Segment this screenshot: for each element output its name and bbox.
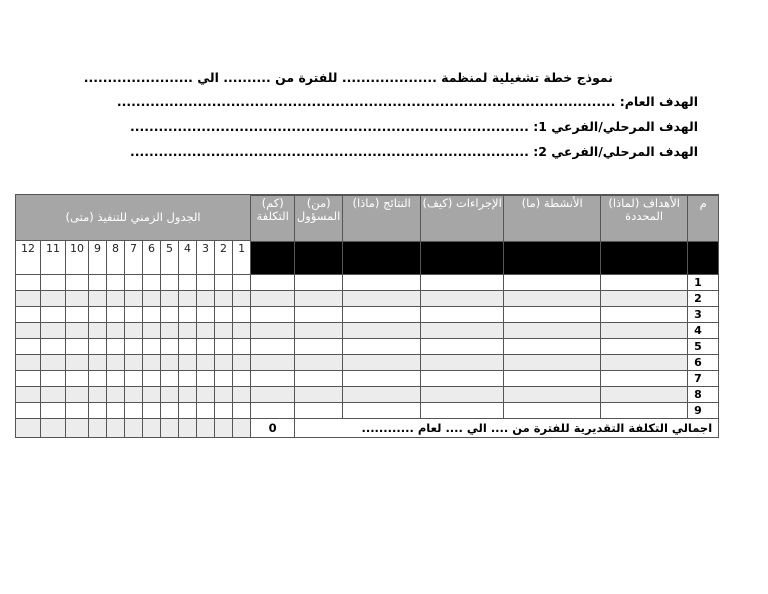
activities-header: (ما) الأنشطة — [504, 195, 601, 275]
schedule-header: (متى) الجدول الزمني للتنفيذ — [16, 195, 251, 241]
schedule-cell[interactable] — [143, 355, 161, 371]
plan-cell[interactable] — [251, 355, 295, 371]
plan-cell[interactable] — [295, 307, 343, 323]
schedule-cell[interactable] — [161, 307, 179, 323]
plan-cell[interactable] — [601, 403, 688, 419]
plan-cell[interactable] — [421, 403, 504, 419]
schedule-cell[interactable] — [215, 403, 233, 419]
schedule-cell[interactable] — [143, 387, 161, 403]
schedule-cell[interactable] — [41, 291, 66, 307]
total-row — [16, 419, 719, 438]
schedule-cell[interactable] — [125, 339, 143, 355]
schedule-cell[interactable] — [143, 371, 161, 387]
schedule-cell — [66, 419, 89, 438]
plan-cell[interactable] — [251, 339, 295, 355]
schedule-cell[interactable] — [125, 371, 143, 387]
plan-cell[interactable] — [343, 275, 421, 291]
schedule-cell[interactable] — [179, 403, 197, 419]
schedule-cell[interactable] — [89, 339, 107, 355]
schedule-cell[interactable] — [143, 339, 161, 355]
plan-cell[interactable] — [343, 387, 421, 403]
schedule-cell[interactable] — [179, 323, 197, 339]
plan-cell[interactable] — [504, 339, 601, 355]
schedule-cell[interactable] — [233, 291, 251, 307]
schedule-cell[interactable] — [16, 387, 41, 403]
row-number: 9 — [688, 403, 719, 419]
schedule-cell[interactable] — [66, 323, 89, 339]
schedule-cell[interactable] — [125, 403, 143, 419]
plan-cell[interactable] — [251, 387, 295, 403]
plan-cell[interactable] — [251, 323, 295, 339]
schedule-cell[interactable] — [215, 387, 233, 403]
month-cell: 3 — [197, 241, 215, 275]
schedule-cell[interactable] — [143, 291, 161, 307]
schedule-cell[interactable] — [143, 307, 161, 323]
plan-cell[interactable] — [601, 291, 688, 307]
sub-goal-2-line: الهدف المرحلي/الفرعي 2: .................................................................................... — [129, 144, 698, 159]
total-cost-label: اجمالي التكلفة التقديرية للفترة من .... الي .... لعام ............ — [295, 419, 719, 438]
schedule-cell[interactable] — [107, 371, 125, 387]
schedule-cell[interactable] — [41, 355, 66, 371]
schedule-cell[interactable] — [41, 275, 66, 291]
plan-cell[interactable] — [504, 291, 601, 307]
results-header: (ماذا) النتائج — [343, 195, 421, 275]
index-header: م — [688, 195, 719, 275]
schedule-cell[interactable] — [161, 403, 179, 419]
schedule-cell[interactable] — [125, 275, 143, 291]
month-cell: 4 — [179, 241, 197, 275]
schedule-cell[interactable] — [16, 307, 41, 323]
general-goal-line: الهدف العام: ......................................................................................................... — [116, 94, 698, 109]
plan-cell[interactable] — [421, 355, 504, 371]
schedule-cell[interactable] — [143, 323, 161, 339]
schedule-cell[interactable] — [179, 355, 197, 371]
month-cell: 5 — [161, 241, 179, 275]
schedule-cell[interactable] — [161, 371, 179, 387]
schedule-cell[interactable] — [107, 339, 125, 355]
row-number: 5 — [688, 339, 719, 355]
plan-cell[interactable] — [295, 403, 343, 419]
schedule-cell[interactable] — [161, 291, 179, 307]
plan-cell[interactable] — [251, 403, 295, 419]
schedule-cell — [16, 419, 41, 438]
table-row — [16, 323, 719, 339]
table-row — [16, 339, 719, 355]
schedule-cell[interactable] — [16, 323, 41, 339]
month-cell: 6 — [143, 241, 161, 275]
schedule-cell[interactable] — [125, 323, 143, 339]
schedule-cell[interactable] — [41, 403, 66, 419]
plan-cell[interactable] — [251, 291, 295, 307]
schedule-cell[interactable] — [107, 355, 125, 371]
schedule-cell[interactable] — [197, 291, 215, 307]
schedule-cell — [161, 419, 179, 438]
plan-cell[interactable] — [343, 323, 421, 339]
schedule-cell[interactable] — [233, 307, 251, 323]
goals-header: (لماذا) الأهداف المحددة — [601, 195, 688, 275]
operational-plan-table — [15, 194, 719, 438]
plan-cell[interactable] — [343, 371, 421, 387]
schedule-cell — [125, 419, 143, 438]
plan-cell[interactable] — [421, 387, 504, 403]
schedule-cell[interactable] — [41, 323, 66, 339]
schedule-cell[interactable] — [66, 291, 89, 307]
schedule-cell[interactable] — [107, 323, 125, 339]
table-row — [16, 275, 719, 291]
schedule-cell[interactable] — [41, 387, 66, 403]
schedule-cell[interactable] — [197, 307, 215, 323]
plan-cell[interactable] — [504, 403, 601, 419]
sub-goal-1-line: الهدف المرحلي/الفرعي 1: .................................................................................... — [129, 119, 698, 134]
month-cell: 10 — [66, 241, 89, 275]
schedule-cell[interactable] — [233, 387, 251, 403]
month-cell: 11 — [41, 241, 66, 275]
schedule-cell — [179, 419, 197, 438]
schedule-cell — [107, 419, 125, 438]
schedule-cell[interactable] — [197, 355, 215, 371]
schedule-cell[interactable] — [107, 291, 125, 307]
schedule-cell[interactable] — [16, 355, 41, 371]
schedule-cell[interactable] — [125, 307, 143, 323]
schedule-cell[interactable] — [233, 403, 251, 419]
schedule-cell[interactable] — [233, 275, 251, 291]
schedule-cell[interactable] — [197, 323, 215, 339]
plan-cell[interactable] — [295, 339, 343, 355]
month-cell: 9 — [89, 241, 107, 275]
schedule-cell[interactable] — [179, 307, 197, 323]
plan-cell[interactable] — [295, 371, 343, 387]
schedule-cell[interactable] — [143, 275, 161, 291]
schedule-cell — [143, 419, 161, 438]
plan-cell[interactable] — [601, 275, 688, 291]
plan-cell[interactable] — [421, 323, 504, 339]
schedule-cell[interactable] — [16, 275, 41, 291]
month-cell: 2 — [215, 241, 233, 275]
schedule-cell[interactable] — [125, 291, 143, 307]
schedule-cell[interactable] — [66, 355, 89, 371]
schedule-cell[interactable] — [215, 371, 233, 387]
plan-cell[interactable] — [251, 371, 295, 387]
plan-cell[interactable] — [601, 371, 688, 387]
schedule-cell — [233, 419, 251, 438]
row-number: 6 — [688, 355, 719, 371]
schedule-cell[interactable] — [41, 307, 66, 323]
plan-cell[interactable] — [601, 307, 688, 323]
schedule-cell[interactable] — [197, 275, 215, 291]
schedule-cell[interactable] — [66, 387, 89, 403]
schedule-cell[interactable] — [66, 275, 89, 291]
schedule-cell[interactable] — [215, 307, 233, 323]
schedule-cell[interactable] — [179, 291, 197, 307]
cost-header: (كم) التكلفة — [251, 195, 295, 275]
total-cost-value: 0 — [251, 419, 295, 438]
schedule-cell[interactable] — [89, 307, 107, 323]
schedule-cell[interactable] — [161, 339, 179, 355]
plan-cell[interactable] — [421, 307, 504, 323]
schedule-cell[interactable] — [89, 403, 107, 419]
row-number: 3 — [688, 307, 719, 323]
schedule-cell[interactable] — [179, 339, 197, 355]
table-row — [16, 403, 719, 419]
plan-cell[interactable] — [295, 275, 343, 291]
row-number: 8 — [688, 387, 719, 403]
plan-cell[interactable] — [421, 371, 504, 387]
plan-cell[interactable] — [504, 307, 601, 323]
plan-cell[interactable] — [343, 403, 421, 419]
responsible-header: (من) المسؤول — [295, 195, 343, 275]
plan-cell[interactable] — [601, 387, 688, 403]
plan-cell[interactable] — [295, 387, 343, 403]
schedule-cell[interactable] — [233, 371, 251, 387]
table-row — [16, 371, 719, 387]
plan-cell[interactable] — [251, 275, 295, 291]
table-row — [16, 355, 719, 371]
schedule-cell[interactable] — [107, 387, 125, 403]
schedule-cell[interactable] — [215, 355, 233, 371]
plan-cell[interactable] — [343, 339, 421, 355]
schedule-cell[interactable] — [161, 323, 179, 339]
plan-cell[interactable] — [504, 355, 601, 371]
schedule-cell[interactable] — [107, 403, 125, 419]
schedule-cell[interactable] — [16, 339, 41, 355]
schedule-cell[interactable] — [197, 403, 215, 419]
plan-cell[interactable] — [421, 291, 504, 307]
row-number: 4 — [688, 323, 719, 339]
schedule-cell[interactable] — [89, 371, 107, 387]
schedule-cell — [41, 419, 66, 438]
plan-cell[interactable] — [295, 291, 343, 307]
plan-cell[interactable] — [421, 339, 504, 355]
schedule-cell[interactable] — [41, 371, 66, 387]
schedule-cell[interactable] — [179, 387, 197, 403]
schedule-cell[interactable] — [161, 275, 179, 291]
schedule-cell[interactable] — [66, 403, 89, 419]
schedule-cell[interactable] — [89, 387, 107, 403]
plan-cell[interactable] — [251, 307, 295, 323]
plan-cell[interactable] — [421, 275, 504, 291]
schedule-cell[interactable] — [66, 371, 89, 387]
plan-cell[interactable] — [601, 355, 688, 371]
month-cell: 12 — [16, 241, 41, 275]
schedule-cell[interactable] — [107, 307, 125, 323]
schedule-cell[interactable] — [233, 323, 251, 339]
schedule-cell[interactable] — [197, 371, 215, 387]
month-cell: 8 — [107, 241, 125, 275]
schedule-cell[interactable] — [233, 355, 251, 371]
schedule-cell[interactable] — [66, 339, 89, 355]
schedule-cell — [215, 419, 233, 438]
schedule-cell[interactable] — [125, 355, 143, 371]
schedule-cell[interactable] — [89, 323, 107, 339]
schedule-cell[interactable] — [16, 291, 41, 307]
plan-cell[interactable] — [295, 355, 343, 371]
procedures-header: (كيف) الإجراءات — [421, 195, 504, 275]
plan-cell[interactable] — [504, 323, 601, 339]
plan-cell[interactable] — [343, 307, 421, 323]
plan-cell[interactable] — [343, 291, 421, 307]
plan-cell[interactable] — [504, 275, 601, 291]
schedule-cell[interactable] — [215, 275, 233, 291]
schedule-cell[interactable] — [89, 355, 107, 371]
plan-title: نموذج خطة تشغيلية لمنظمة .................... للفترة من .......... الي ....................... — [83, 70, 613, 85]
table-row — [16, 307, 719, 323]
schedule-cell[interactable] — [66, 307, 89, 323]
month-cell: 1 — [233, 241, 251, 275]
plan-cell[interactable] — [504, 371, 601, 387]
schedule-cell[interactable] — [161, 387, 179, 403]
table-row — [16, 387, 719, 403]
schedule-cell[interactable] — [161, 355, 179, 371]
schedule-cell[interactable] — [41, 339, 66, 355]
plan-cell[interactable] — [295, 323, 343, 339]
schedule-cell[interactable] — [143, 403, 161, 419]
plan-cell[interactable] — [343, 355, 421, 371]
schedule-cell[interactable] — [125, 387, 143, 403]
schedule-cell[interactable] — [16, 403, 41, 419]
schedule-cell[interactable] — [16, 371, 41, 387]
plan-cell[interactable] — [504, 387, 601, 403]
table-row — [16, 291, 719, 307]
plan-cell[interactable] — [601, 323, 688, 339]
month-cell: 7 — [125, 241, 143, 275]
schedule-cell[interactable] — [89, 275, 107, 291]
schedule-cell[interactable] — [215, 323, 233, 339]
schedule-cell[interactable] — [233, 339, 251, 355]
row-number: 2 — [688, 291, 719, 307]
schedule-cell[interactable] — [215, 291, 233, 307]
plan-cell[interactable] — [601, 339, 688, 355]
schedule-cell[interactable] — [197, 387, 215, 403]
row-number: 1 — [688, 275, 719, 291]
schedule-cell[interactable] — [215, 339, 233, 355]
schedule-cell[interactable] — [89, 291, 107, 307]
schedule-cell[interactable] — [179, 275, 197, 291]
schedule-cell[interactable] — [107, 275, 125, 291]
schedule-cell[interactable] — [197, 339, 215, 355]
schedule-cell — [197, 419, 215, 438]
row-number: 7 — [688, 371, 719, 387]
schedule-cell[interactable] — [179, 371, 197, 387]
schedule-cell — [89, 419, 107, 438]
